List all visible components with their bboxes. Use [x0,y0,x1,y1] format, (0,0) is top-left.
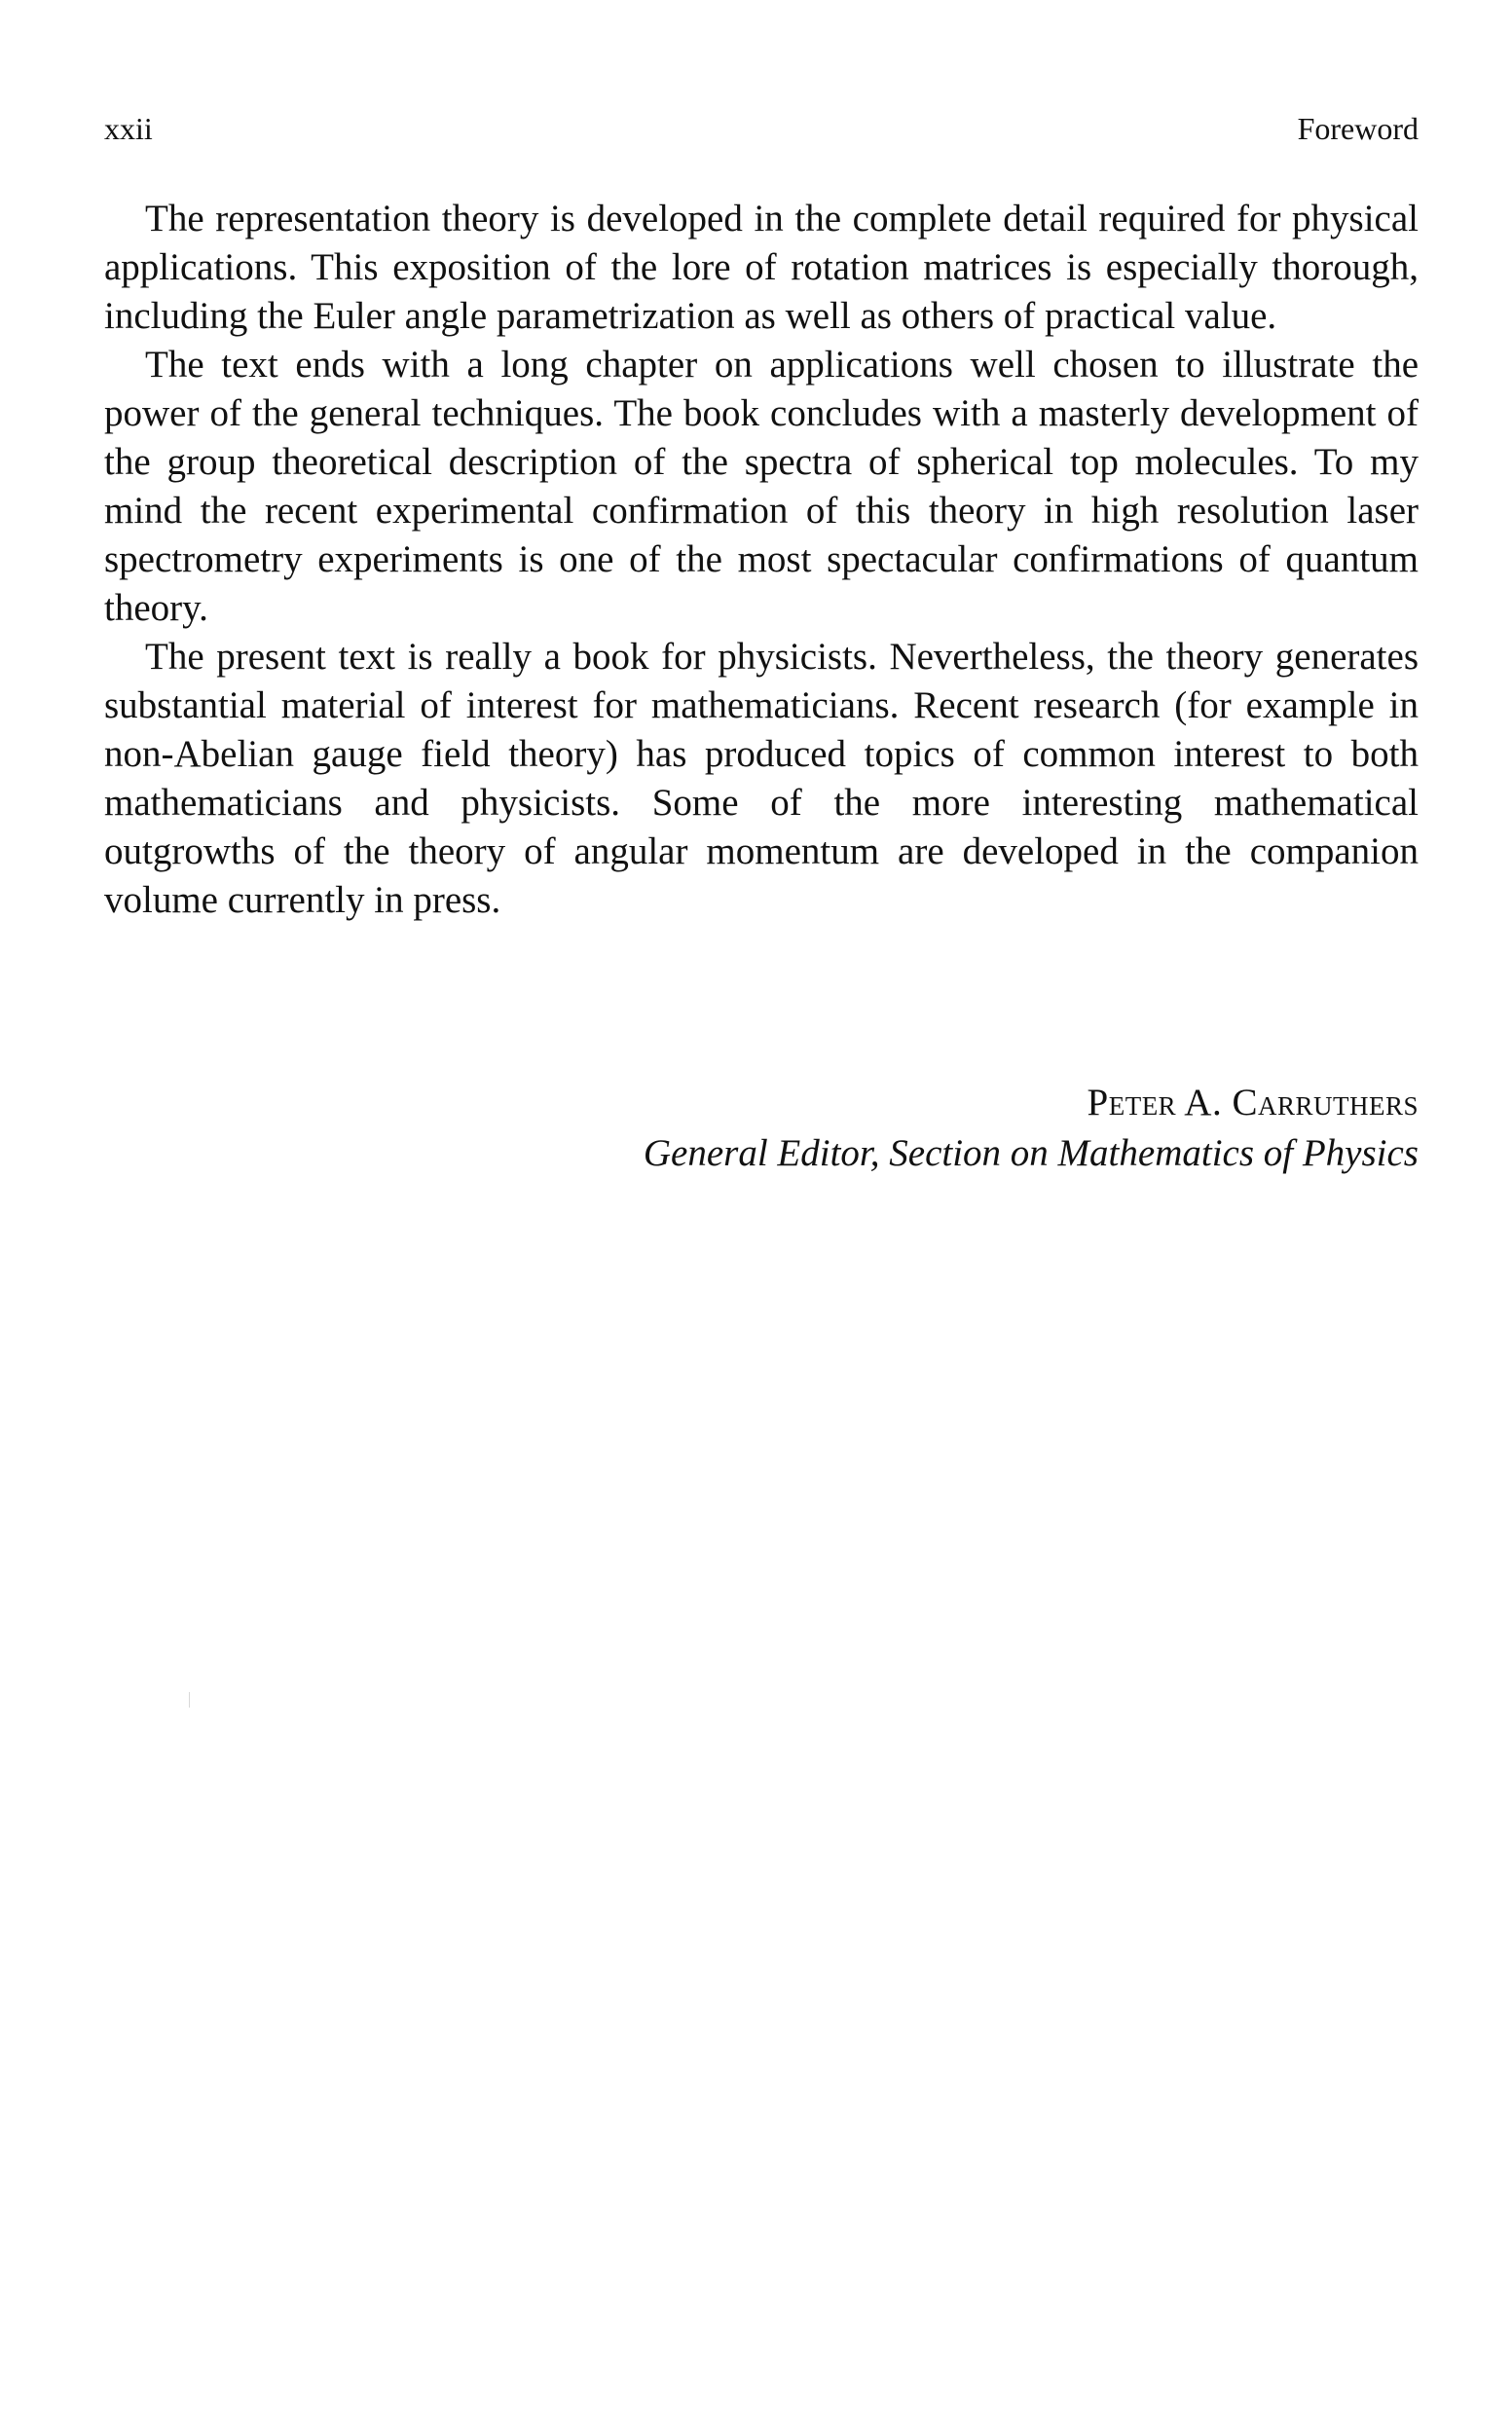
running-title: Foreword [1297,111,1419,146]
paragraph: The representation theory is developed in the complete detail required for physical applications. This exposition of the lore of rotation matrices is especially thorough, including the Euler angle parametrization as well as others of practical value. [104,198,1419,337]
signature-name: Peter A. Carruthers [1087,1082,1419,1123]
signature-block [644,1078,1419,1179]
page-header [104,109,1419,148]
scan-speck [189,1692,190,1708]
paragraph: The text ends with a long chapter on applications well chosen to illustrate the power of the general techniques. The book concludes with a masterly development of the group theoretical description of the spectra of spherical top molecules. To my mind the recent experimental confirmation of this theory in high resolution laser spectrometry experiments is one of the most spectacular confirmations of quantum theory. [104,344,1419,629]
paragraph: The present text is really a book for physicists. Nevertheless, the theory generates substantial material of interest for mathematicians. Recent research (for example in non-Abelian gauge field theory) has produced topics of common interest to both mathematicians and physicists. Some of the more interesting mathematical outgrowths of the theory of angular momentum are developed in the companion volume currently in press. [104,636,1419,921]
body-text [104,195,1419,925]
page-number: xxii [104,111,153,146]
signature-title: General Editor, Section on Mathematics of Physics [643,1132,1419,1174]
